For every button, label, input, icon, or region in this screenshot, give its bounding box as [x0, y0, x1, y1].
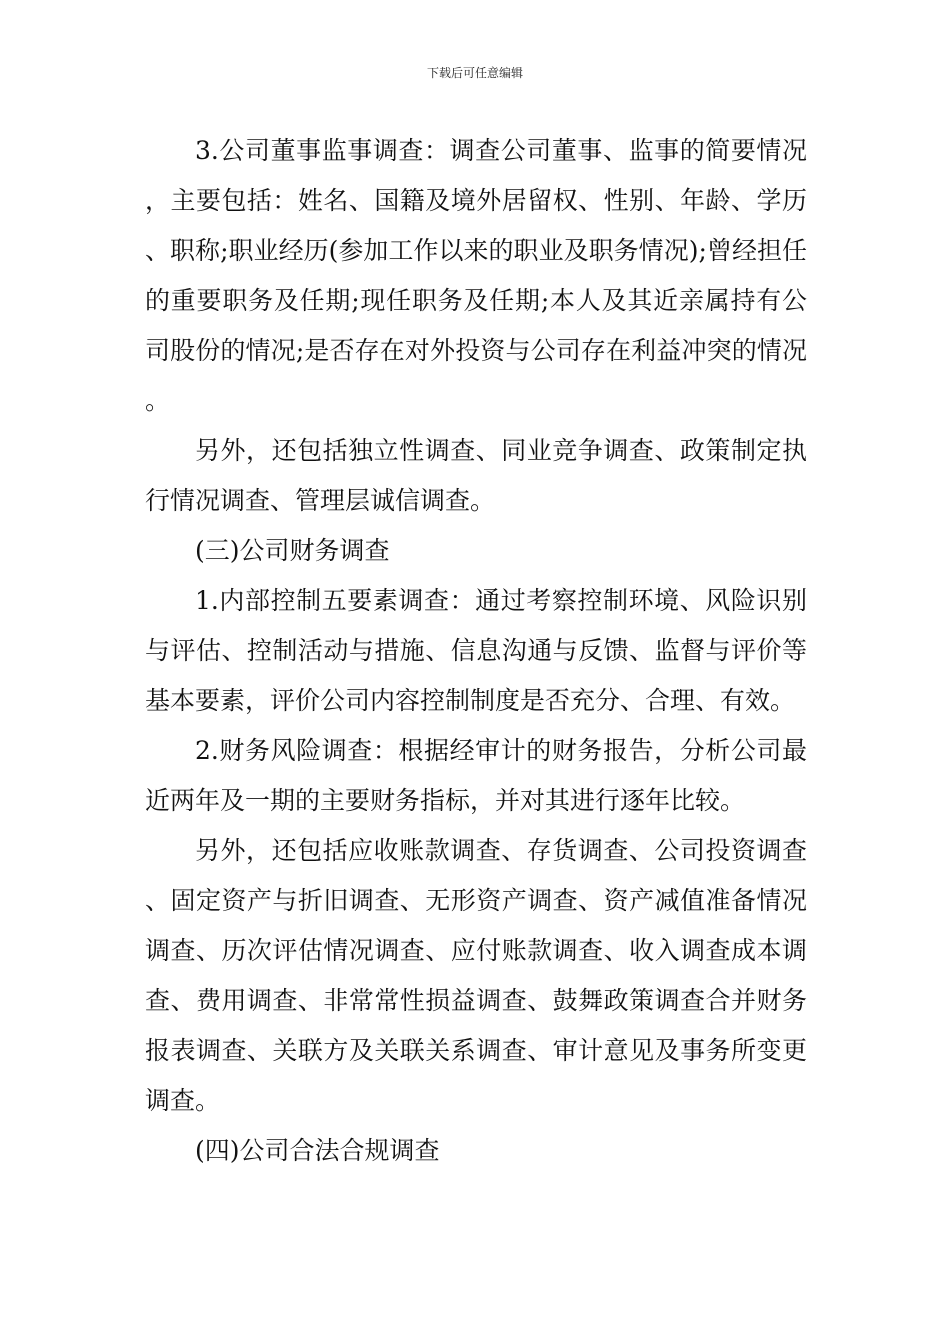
page-header-note: 下载后可任意编辑 [426, 66, 523, 80]
paragraph-other-financial: 另外，还包括应收账款调查、存货调查、公司投资调查、固定资产与折旧调查、无形资产调查、资产减值准备情况调查、历次评估情况调查、应付账款调查、收入调查成本调查、费用调查、非常常性损益调查、鼓舞政策调查合并财务报表调查、关联方及关联关系调查、审计意见及事务所变更调查。 [145, 836, 807, 1115]
document-body [145, 126, 807, 1176]
section-heading-compliance: (四)公司合法合规调查 [195, 1136, 440, 1165]
paragraph-internal-control: 1.内部控制五要素调查：通过考察控制环境、风险识别与评估、控制活动与措施、信息沟通与反馈、监督与评价等基本要素，评价公司内容控制制度是否充分、合理、有效。 [145, 586, 807, 715]
paragraph-financial-risk: 2.财务风险调查：根据经审计的财务报告，分析公司最近两年及一期的主要财务指标，并对其进行逐年比较。 [145, 736, 807, 815]
paragraph-directors-supervisors: 3.公司董事监事调查：调查公司董事、监事的简要情况，主要包括：姓名、国籍及境外居留权、性别、年龄、学历、职称;职业经历(参加工作以来的职业及职务情况);曾经担任的重要职务及任期;现任职务及任期;本人及其近亲属持有公司股份的情况;是否存在对外投资与公司存在利益冲突的情况。 [145, 136, 807, 415]
section-heading-financial: (三)公司财务调查 [195, 536, 390, 565]
paragraph-other-investigations: 另外，还包括独立性调查、同业竞争调查、政策制定执行情况调查、管理层诚信调查。 [145, 436, 807, 515]
